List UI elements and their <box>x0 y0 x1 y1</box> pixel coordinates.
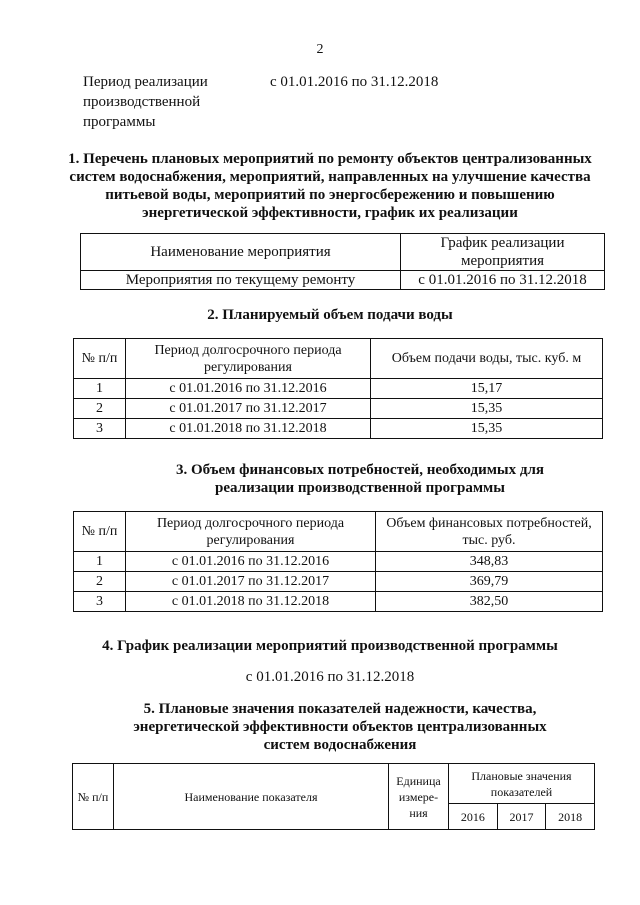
section1-header-schedule: График реализации мероприятия <box>401 234 605 271</box>
section3-cell: 1 <box>74 552 126 572</box>
table-row <box>74 379 603 399</box>
section3-cell: с 01.01.2018 по 31.12.2018 <box>126 592 376 612</box>
section2-cell: 3 <box>74 419 126 439</box>
section2-cell: с 01.01.2016 по 31.12.2016 <box>126 379 371 399</box>
section1-table <box>80 233 605 290</box>
section3-cell: 382,50 <box>376 592 603 612</box>
table-row <box>74 419 603 439</box>
section1-header-name: Наименование мероприятия <box>81 234 401 271</box>
section1-title: 1. Перечень плановых мероприятий по ремонту объектов централизованных систем водоснабжения, мероприятий, направленных на улучшение качества питьевой воды, мероприятий по энергосбережению и повышению энергетической эффективности, график их реализации <box>68 151 592 221</box>
section5-header-year: 2016 <box>449 804 498 830</box>
section3-header-num: № п/п <box>74 512 126 552</box>
section3-cell: 348,83 <box>376 552 603 572</box>
section1-cell: с 01.01.2016 по 31.12.2018 <box>401 271 605 290</box>
section5-header-year: 2018 <box>546 804 595 830</box>
table-row <box>74 572 603 592</box>
section3-header-period: Период долгосрочного периода регулирования <box>126 512 376 552</box>
section2-cell: 2 <box>74 399 126 419</box>
table-row <box>74 592 603 612</box>
section2-header-num: № п/п <box>74 339 126 379</box>
page-number: 2 <box>316 42 324 57</box>
section2-cell: 15,17 <box>371 379 603 399</box>
section3-header-finance: Объем финансовых потребностей, тыс. руб. <box>376 512 603 552</box>
section5-header-unit: Единица измере-ния <box>389 764 449 830</box>
section3-table <box>73 511 603 612</box>
section2-cell: с 01.01.2017 по 31.12.2017 <box>126 399 371 419</box>
section2-cell: 15,35 <box>371 419 603 439</box>
section4-period: с 01.01.2016 по 31.12.2018 <box>245 669 415 685</box>
table-row <box>74 552 603 572</box>
section5-header-planned: Плановые значения показателей <box>449 764 595 804</box>
section1-cell: Мероприятия по текущему ремонту <box>81 271 401 290</box>
section3-cell: 369,79 <box>376 572 603 592</box>
section3-title: 3. Объем финансовых потребностей, необходимых для реализации производственной программы <box>175 462 545 496</box>
section2-header-period: Период долгосрочного периода регулирования <box>126 339 371 379</box>
section2-table <box>73 338 603 439</box>
section3-cell: с 01.01.2017 по 31.12.2017 <box>126 572 376 592</box>
section5-header-name: Наименование показателя <box>114 764 389 830</box>
section3-cell: с 01.01.2016 по 31.12.2016 <box>126 552 376 572</box>
table-row <box>74 399 603 419</box>
section2-cell: 15,35 <box>371 399 603 419</box>
section4-title: 4. График реализации мероприятий производственной программы <box>102 638 558 654</box>
section2-cell: 1 <box>74 379 126 399</box>
section3-cell: 3 <box>74 592 126 612</box>
section5-header-num: № п/п <box>73 764 114 830</box>
period-label: Период реализации производственной программы <box>83 74 208 130</box>
section5-title: 5. Плановые значения показателей надежности, качества, энергетической эффективности объектов централизованных систем водоснабжения <box>133 701 547 753</box>
section5-header-year: 2017 <box>497 804 546 830</box>
section2-title: 2. Планируемый объем подачи воды <box>207 307 453 323</box>
section3-cell: 2 <box>74 572 126 592</box>
table-row <box>81 271 605 290</box>
section2-cell: с 01.01.2018 по 31.12.2018 <box>126 419 371 439</box>
section2-header-volume: Объем подачи воды, тыс. куб. м <box>371 339 603 379</box>
section5-table <box>72 763 595 830</box>
period-value: с 01.01.2016 по 31.12.2018 <box>270 74 439 90</box>
